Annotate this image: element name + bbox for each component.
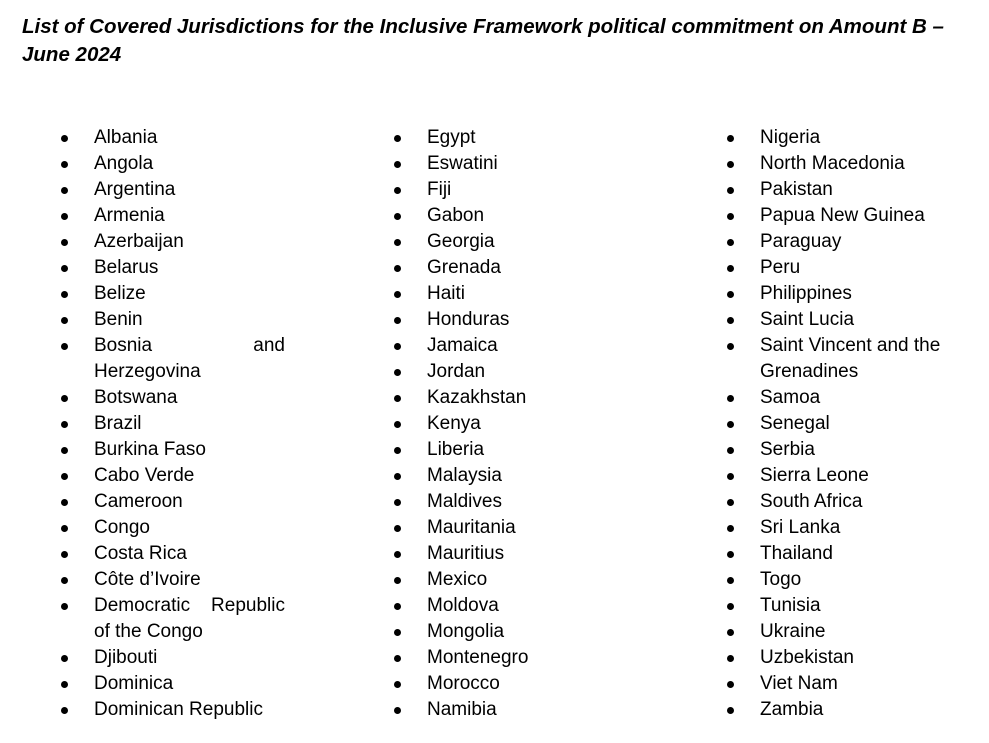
jurisdiction-item: [727, 411, 977, 437]
jurisdiction-name: Philippines: [760, 283, 852, 304]
jurisdiction-item: [394, 593, 624, 619]
jurisdiction-item: [61, 411, 285, 437]
jurisdiction-name: Ukraine: [760, 621, 826, 642]
jurisdiction-name: Dominica: [94, 673, 174, 694]
jurisdiction-item: [61, 437, 285, 463]
jurisdiction-item: [61, 151, 285, 177]
jurisdiction-list-column-2: [394, 125, 624, 723]
jurisdiction-name: Eswatini: [427, 153, 498, 174]
jurisdiction-name: Viet Nam: [760, 673, 838, 694]
jurisdiction-item: [394, 281, 624, 307]
jurisdiction-item: [727, 385, 977, 411]
jurisdiction-name: Samoa: [760, 387, 821, 408]
jurisdiction-item: [394, 385, 624, 411]
jurisdiction-item: [727, 515, 977, 541]
jurisdiction-item: [727, 229, 977, 255]
jurisdiction-item: [394, 567, 624, 593]
jurisdiction-item: [61, 593, 285, 645]
jurisdiction-name: Georgia: [427, 231, 495, 252]
jurisdiction-item: [61, 333, 285, 385]
jurisdiction-name: Grenada: [427, 257, 501, 278]
jurisdiction-item: [61, 385, 285, 411]
jurisdiction-item: [394, 463, 624, 489]
jurisdiction-name: Senegal: [760, 413, 830, 434]
jurisdiction-name: Argentina: [94, 179, 176, 200]
jurisdiction-name: Pakistan: [760, 179, 833, 200]
jurisdiction-item: [394, 203, 624, 229]
jurisdiction-name: Jordan: [427, 361, 486, 382]
jurisdiction-item: [394, 619, 624, 645]
jurisdiction-item: [727, 489, 977, 515]
jurisdiction-name: Democratic Republic of the Congo: [94, 595, 285, 642]
jurisdiction-list-column-3: [727, 125, 977, 723]
jurisdiction-name: Kazakhstan: [427, 387, 527, 408]
jurisdiction-item: [61, 515, 285, 541]
jurisdiction-name: Costa Rica: [94, 543, 187, 564]
jurisdiction-name: Moldova: [427, 595, 499, 616]
jurisdiction-name: Nigeria: [760, 127, 821, 148]
jurisdiction-name: Cameroon: [94, 491, 183, 512]
jurisdiction-item: [727, 177, 977, 203]
jurisdiction-name: Namibia: [427, 699, 497, 720]
jurisdiction-item: [394, 359, 624, 385]
jurisdiction-name: Congo: [94, 517, 150, 538]
jurisdiction-name: Brazil: [94, 413, 142, 434]
jurisdiction-item: [727, 567, 977, 593]
jurisdiction-item: [61, 203, 285, 229]
jurisdiction-item: [61, 567, 285, 593]
jurisdiction-item: [394, 489, 624, 515]
jurisdiction-item: [61, 177, 285, 203]
jurisdiction-name: Gabon: [427, 205, 485, 226]
jurisdiction-name: Sri Lanka: [760, 517, 841, 538]
jurisdiction-item: [727, 125, 977, 151]
jurisdiction-name: Zambia: [760, 699, 824, 720]
jurisdiction-item: [394, 255, 624, 281]
jurisdiction-item: [727, 697, 977, 723]
jurisdiction-item: [61, 281, 285, 307]
jurisdiction-item: [61, 671, 285, 697]
jurisdiction-name: Tunisia: [760, 595, 821, 616]
jurisdiction-item: [394, 411, 624, 437]
jurisdiction-name: South Africa: [760, 491, 863, 512]
jurisdiction-name: Mauritius: [427, 543, 505, 564]
jurisdiction-name: Thailand: [760, 543, 833, 564]
jurisdiction-name: Albania: [94, 127, 158, 148]
jurisdiction-item: [727, 333, 977, 385]
jurisdiction-name: Azerbaijan: [94, 231, 184, 252]
jurisdiction-item: [61, 541, 285, 567]
jurisdiction-name: Maldives: [427, 491, 502, 512]
jurisdiction-item: [61, 697, 285, 723]
jurisdiction-name: Montenegro: [427, 647, 529, 668]
jurisdiction-item: [394, 333, 624, 359]
jurisdiction-item: [394, 541, 624, 567]
jurisdiction-item: [727, 307, 977, 333]
jurisdiction-name: Honduras: [427, 309, 510, 330]
jurisdiction-name: Sierra Leone: [760, 465, 869, 486]
jurisdiction-name: Mongolia: [427, 621, 505, 642]
jurisdiction-name: North Macedonia: [760, 153, 905, 174]
jurisdiction-name: Morocco: [427, 673, 500, 694]
jurisdiction-name: Malaysia: [427, 465, 502, 486]
jurisdiction-item: [61, 125, 285, 151]
jurisdiction-item: [727, 203, 977, 229]
jurisdiction-name: Egypt: [427, 127, 476, 148]
jurisdiction-item: [394, 671, 624, 697]
jurisdiction-name: Papua New Guinea: [760, 205, 925, 226]
jurisdiction-name: Côte d’Ivoire: [94, 569, 201, 590]
jurisdiction-item: [394, 645, 624, 671]
jurisdiction-name: Burkina Faso: [94, 439, 206, 460]
jurisdiction-list-column-1: [61, 125, 285, 723]
jurisdiction-name: Kenya: [427, 413, 481, 434]
jurisdiction-item: [61, 255, 285, 281]
jurisdiction-name: Belarus: [94, 257, 159, 278]
jurisdiction-name: Liberia: [427, 439, 485, 460]
jurisdiction-name: Fiji: [427, 179, 452, 200]
jurisdiction-name: Paraguay: [760, 231, 842, 252]
jurisdiction-item: [61, 489, 285, 515]
jurisdiction-name: Belize: [94, 283, 146, 304]
jurisdiction-item: [61, 229, 285, 255]
jurisdiction-name: Jamaica: [427, 335, 498, 356]
jurisdiction-item: [727, 645, 977, 671]
jurisdiction-name: Dominican Republic: [94, 699, 263, 720]
jurisdiction-name: Togo: [760, 569, 802, 590]
jurisdiction-name: Cabo Verde: [94, 465, 195, 486]
jurisdiction-item: [727, 437, 977, 463]
jurisdiction-name: Mauritania: [427, 517, 516, 538]
jurisdiction-item: [394, 437, 624, 463]
jurisdiction-item: [727, 593, 977, 619]
jurisdiction-item: [61, 645, 285, 671]
jurisdiction-name: Benin: [94, 309, 143, 330]
jurisdiction-name: Armenia: [94, 205, 165, 226]
jurisdiction-item: [727, 255, 977, 281]
jurisdiction-name: Haiti: [427, 283, 466, 304]
jurisdiction-name: Saint Vincent and the Grenadines: [760, 335, 941, 382]
document-title: List of Covered Jurisdictions for the Inclusive Framework political commitment on Amount B – June 2024: [22, 15, 944, 66]
jurisdiction-item: [61, 307, 285, 333]
jurisdiction-name: Peru: [760, 257, 801, 278]
jurisdiction-item: [727, 541, 977, 567]
jurisdiction-item: [727, 463, 977, 489]
jurisdiction-name: Angola: [94, 153, 154, 174]
jurisdiction-name: Saint Lucia: [760, 309, 855, 330]
jurisdiction-item: [394, 515, 624, 541]
jurisdiction-item: [394, 307, 624, 333]
jurisdiction-name: Mexico: [427, 569, 488, 590]
jurisdiction-item: [394, 177, 624, 203]
jurisdiction-item: [394, 229, 624, 255]
jurisdiction-name: Serbia: [760, 439, 815, 460]
jurisdiction-item: [394, 151, 624, 177]
jurisdiction-name: Djibouti: [94, 647, 158, 668]
jurisdiction-item: [727, 281, 977, 307]
jurisdiction-item: [394, 125, 624, 151]
jurisdiction-item: [727, 151, 977, 177]
jurisdiction-item: [394, 697, 624, 723]
jurisdiction-name: Bosnia and Herzegovina: [94, 335, 285, 382]
jurisdiction-item: [727, 671, 977, 697]
jurisdiction-name: Uzbekistan: [760, 647, 854, 668]
jurisdiction-name: Botswana: [94, 387, 178, 408]
jurisdiction-item: [61, 463, 285, 489]
jurisdiction-item: [727, 619, 977, 645]
